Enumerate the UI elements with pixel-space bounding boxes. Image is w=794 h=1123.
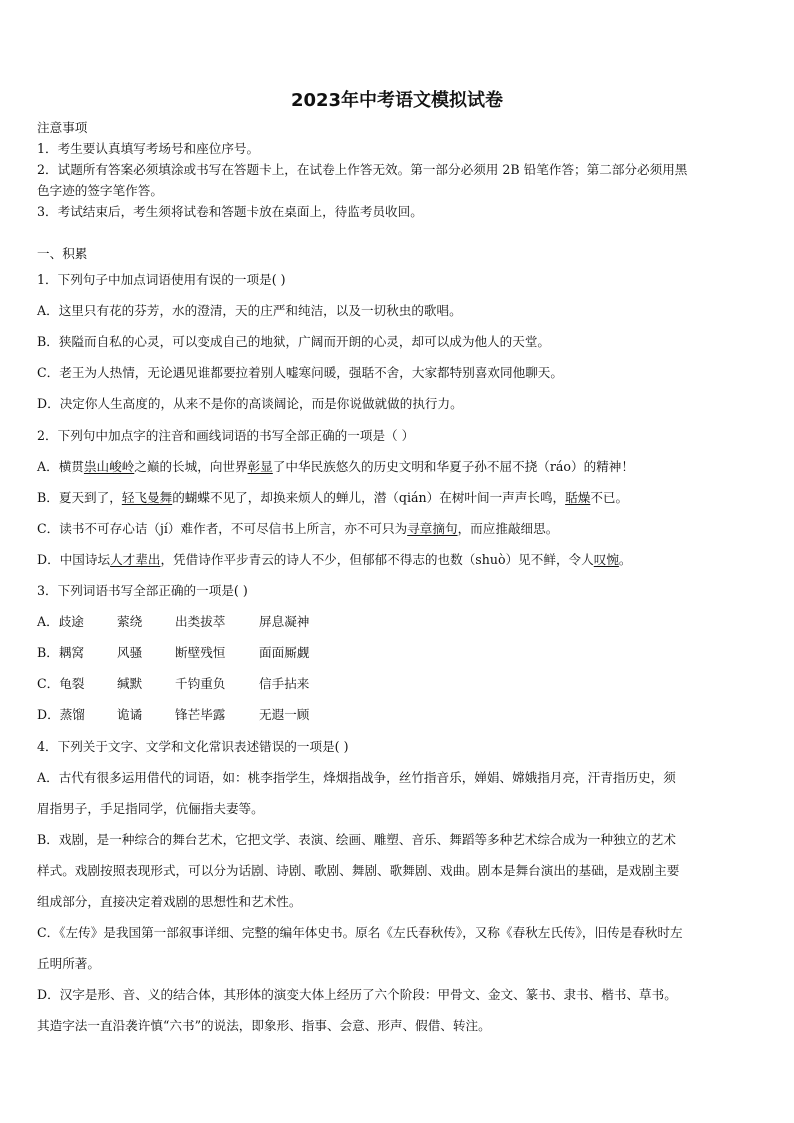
q2-d-text: D．中国诗坛 <box>37 552 111 567</box>
q2-a-underlined-2: 彰显 <box>247 459 273 474</box>
q4-option-b: B．戏剧，是一种综合的舞台艺术，它把文学、表演、绘画、雕塑、音乐、舞蹈等多种艺术综合成为一种独立的艺术 <box>37 832 676 847</box>
q1-option-d: D．决定你人生高度的，从来不是你的高谈阔论，而是你说做就做的执行力。 <box>37 396 463 411</box>
q2-a-underlined-1: 祟山峻岭 <box>83 459 135 474</box>
q4-option-a: A．古代有很多运用借代的词语，如：桃李指学生，烽烟指战争，丝竹指音乐，婵娟、嫦娥指月亮，汗青指历史，须 <box>37 770 676 785</box>
q4-stem: 4．下列关于文字、文学和文化常识表述错误的一项是( ) <box>37 739 349 754</box>
q2-stem: 2．下列句中加点字的注音和画线词语的书写全部正确的一项是（ ） <box>37 428 415 443</box>
q2-d-underlined-2: 叹惋 <box>593 552 619 567</box>
q3-cell: 缄默 <box>117 676 143 691</box>
q2-b-underlined-1: 轻飞曼舞 <box>121 490 173 505</box>
q2-a-text: 之巅的长城，向世界 <box>134 459 248 474</box>
q2-option-d <box>37 552 632 568</box>
q1-option-b: B．狭隘而自私的心灵，可以变成自己的地狱，广阔而开朗的心灵，却可以成为他人的天堂。 <box>37 334 551 349</box>
q4-option-d: D．汉字是形、音、义的结合体，其形体的演变大体上经历了六个阶段：甲骨文、金文、篆书、隶书、楷书、草书。 <box>37 987 677 1002</box>
q2-b-text: 不已。 <box>590 490 629 505</box>
q2-d-text: 。 <box>618 552 632 567</box>
q3-cell: 断壁残恒 <box>175 645 226 660</box>
q4-option-a-cont: 眉指男子，手足指同学，伉俪指夫妻等。 <box>37 801 264 816</box>
q3-cell: 诡谲 <box>117 707 143 722</box>
q3-cell: A．歧途 <box>37 614 84 629</box>
q2-c-underlined-1: 寻章摘句 <box>407 521 458 536</box>
q3-cell: 风骚 <box>117 645 143 660</box>
q1-option-a: A．这里只有花的芬芳，水的澄清，天的庄严和纯洁，以及一切秋虫的歌唱。 <box>37 303 462 318</box>
q2-b-underlined-2: 聒燥 <box>565 490 591 505</box>
q1-stem: 1．下列句子中加点词语使用有误的一项是( ) <box>37 272 286 287</box>
q3-cell: 屏息凝神 <box>259 614 310 629</box>
q2-option-b <box>37 490 628 506</box>
q4-option-b-cont: 样式。戏剧按照表现形式，可以分为话剧、诗剧、歌剧、舞剧、歌舞剧、戏曲。剧本是舞台演出的基础，是戏剧主要 <box>37 863 680 878</box>
q3-cell: 信手拈来 <box>259 676 310 691</box>
q2-option-a <box>37 459 634 475</box>
q4-option-c-cont: 丘明所著。 <box>37 956 100 971</box>
q2-d-underlined-1: 人才辈出 <box>110 552 161 567</box>
notice-item-2-cont: 色字迹的签字笔作答。 <box>37 183 163 198</box>
page-title: 2023年中考语文模拟试卷 <box>290 90 504 111</box>
q3-cell: D．蒸馏 <box>37 707 85 722</box>
q3-stem: 3．下列词语书写全部正确的一项是( ) <box>37 583 248 598</box>
notice-item-3: 3．考试结束后，考生须将试卷和答题卡放在桌面上，待监考员收回。 <box>37 204 423 219</box>
q2-c-text: C．读书不可存心诘（jí）难作者，不可尽信书上所言，亦不可只为 <box>37 521 408 536</box>
q4-option-b-cont: 组成部分，直接决定着戏剧的思想性和艺术性。 <box>37 894 302 909</box>
q2-b-text: 的蝴蝶不见了，却换来烦人的蝉儿，潜（qián）在树叶间一声声长鸣， <box>172 490 566 505</box>
q3-cell: 出类拔萃 <box>175 614 226 629</box>
notice-item-2: 2．试题所有答案必须填涂或书写在答题卡上，在试卷上作答无效。第一部分必须用 2B 铅笔作答；第二部分必须用黑 <box>37 162 688 177</box>
q2-c-text: ，而应推敲细思。 <box>457 521 559 536</box>
q3-cell: 无遐一顾 <box>259 707 310 722</box>
q2-d-text: ，凭借诗作平步青云的诗人不少，但郁郁不得志的也数（shuò）见不鲜，令人 <box>160 552 594 567</box>
q3-cell: 锋芒毕露 <box>175 707 226 722</box>
q3-cell: C．龟裂 <box>37 676 85 691</box>
q2-a-text: A．横贯 <box>37 459 84 474</box>
q2-b-text: B．夏天到了， <box>37 490 122 505</box>
notice-item-1: 1．考生要认真填写考场号和座位序号。 <box>37 141 260 156</box>
notice-heading: 注意事项 <box>37 120 88 135</box>
q3-cell: 千钧重负 <box>175 676 226 691</box>
q3-cell: 萦绕 <box>117 614 143 629</box>
q2-option-c <box>37 521 558 537</box>
q4-option-d-cont: 其造字法一直沿袭许慎“六书”的说法，即象形、指事、会意、形声、假借、转注。 <box>37 1018 491 1033</box>
q3-cell: 面面厮觑 <box>259 645 310 660</box>
q4-option-c: C．《左传》是我国第一部叙事详细、完整的编年体史书。原名《左氏春秋传》，又称《春秋左氏传》，旧传是春秋时左 <box>37 925 683 940</box>
q1-option-c: C．老王为人热情，无论遇见谁都要拉着别人嘘寒问暖，强聒不舍，大家都特别喜欢同他聊天。 <box>37 365 563 380</box>
q3-cell: B．耦窝 <box>37 645 85 660</box>
q2-a-text: 了中华民族悠久的历史文明和华夏子孙不屈不挠（ráo）的精神！ <box>272 459 634 474</box>
section-heading: 一、积累 <box>37 246 88 261</box>
